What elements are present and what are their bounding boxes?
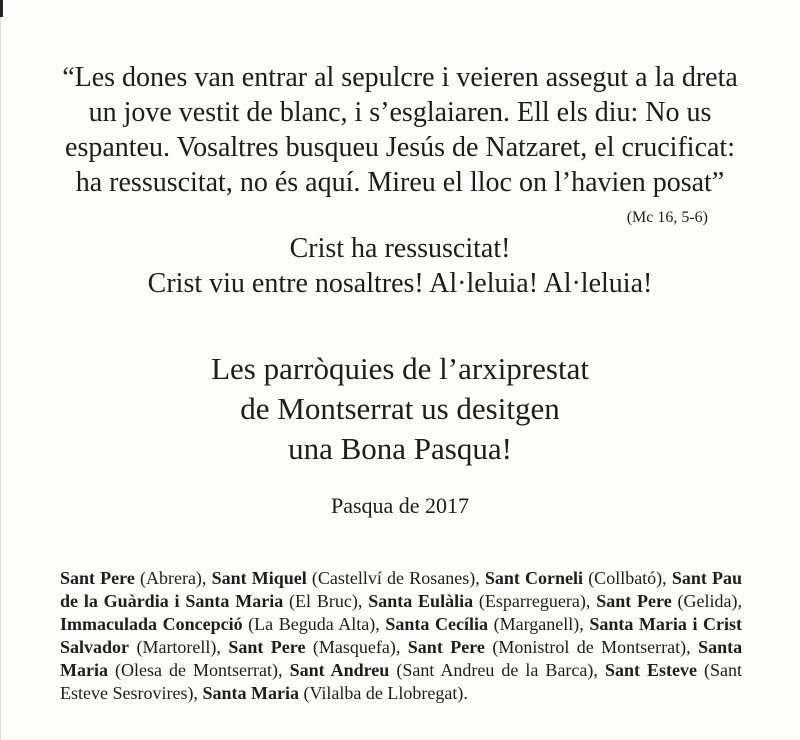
quote-citation: (Mc 16, 5-6) (626, 209, 708, 226)
parish-entry (212, 568, 480, 588)
parish-name: Santa Maria (202, 683, 299, 703)
parish-place: (Martorell), (136, 637, 221, 657)
parish-place: (Marganell), (493, 614, 584, 634)
parish-place: (Sant Esteve Sesrovires), (60, 660, 742, 703)
parish-entry (596, 591, 742, 611)
parish-name: Santa Cecília (385, 614, 488, 634)
parish-name: Santa Maria i Crist Salvador (60, 614, 743, 657)
proclamation-line: Crist viu entre nosaltres! Al·leluia! Al·leluia! (147, 268, 653, 299)
parish-place: (Monistrol de Montserrat), (492, 637, 691, 657)
parish-entry (485, 568, 667, 588)
parish-name: Sant Corneli (484, 568, 584, 588)
quote-line: ha ressuscitat, no és aquí. Mireu el lloc on l’havien posat” (75, 167, 725, 198)
scan-edge-mark (0, 0, 3, 17)
parish-place: (Esparreguera), (478, 591, 591, 611)
parish-entry (290, 660, 598, 680)
parish-entry (408, 637, 691, 657)
parish-name: Sant Pere (60, 568, 135, 588)
parish-place: (Sant Andreu de la Barca), (396, 660, 598, 680)
quote-line: espanteu. Vosaltres busqueu Jesús de Natzaret, el crucificat: (65, 132, 735, 163)
parish-name: Sant Esteve (604, 660, 697, 680)
parish-name: Sant Andreu (289, 660, 390, 680)
parish-place: (Vilalba de Llobregat). (303, 683, 468, 703)
parish-place: (La Beguda Alta), (248, 614, 380, 634)
parish-place: (Collbató), (588, 568, 667, 588)
parish-name: Sant Pere (407, 637, 485, 657)
parish-place: (Masquefa), (312, 637, 401, 657)
parish-name: Santa Eulàlia (368, 591, 474, 611)
parish-entry (368, 591, 590, 611)
parish-list (60, 567, 742, 705)
easter-greeting (0, 349, 800, 469)
parish-place: (Abrera), (139, 568, 207, 588)
quote-line: un jove vestit de blanc, i s’esglaiaren. Ell els diu: No us (88, 97, 712, 128)
parish-entry (202, 683, 467, 703)
parish-place: (Castellví de Rosanes), (311, 568, 480, 588)
date-line: Pasqua de 2017 (330, 493, 470, 518)
parish-entry (228, 637, 400, 657)
quote-line: “Les dones van entrar al sepulcre i veieren assegut a la dreta (62, 62, 738, 93)
parish-name: Sant Miquel (211, 568, 307, 588)
parish-place: (Olesa de Montserrat), (115, 660, 283, 680)
parish-entry (60, 614, 380, 634)
gospel-quote (0, 60, 800, 200)
parish-name: Sant Pere (228, 637, 306, 657)
greeting-line: una Bona Pasqua! (288, 431, 512, 466)
parish-name: Sant Pere (596, 591, 672, 611)
proclamation-line: Crist ha ressuscitat! (289, 233, 511, 264)
parish-name: Immaculada Concepció (60, 614, 243, 634)
parish-name: Sant Pau de la Guàrdia i Santa Maria (60, 568, 743, 611)
parish-place: (El Bruc), (289, 591, 363, 611)
parish-entry (60, 568, 206, 588)
parish-place: (Gelida), (677, 591, 743, 611)
proclamation (0, 231, 800, 301)
parish-entry (385, 614, 583, 634)
greeting-line: Les parròquies de l’arxiprestat (211, 351, 589, 386)
parish-name: Santa Maria (60, 637, 743, 680)
greeting-line: de Montserrat us desitgen (240, 391, 560, 426)
